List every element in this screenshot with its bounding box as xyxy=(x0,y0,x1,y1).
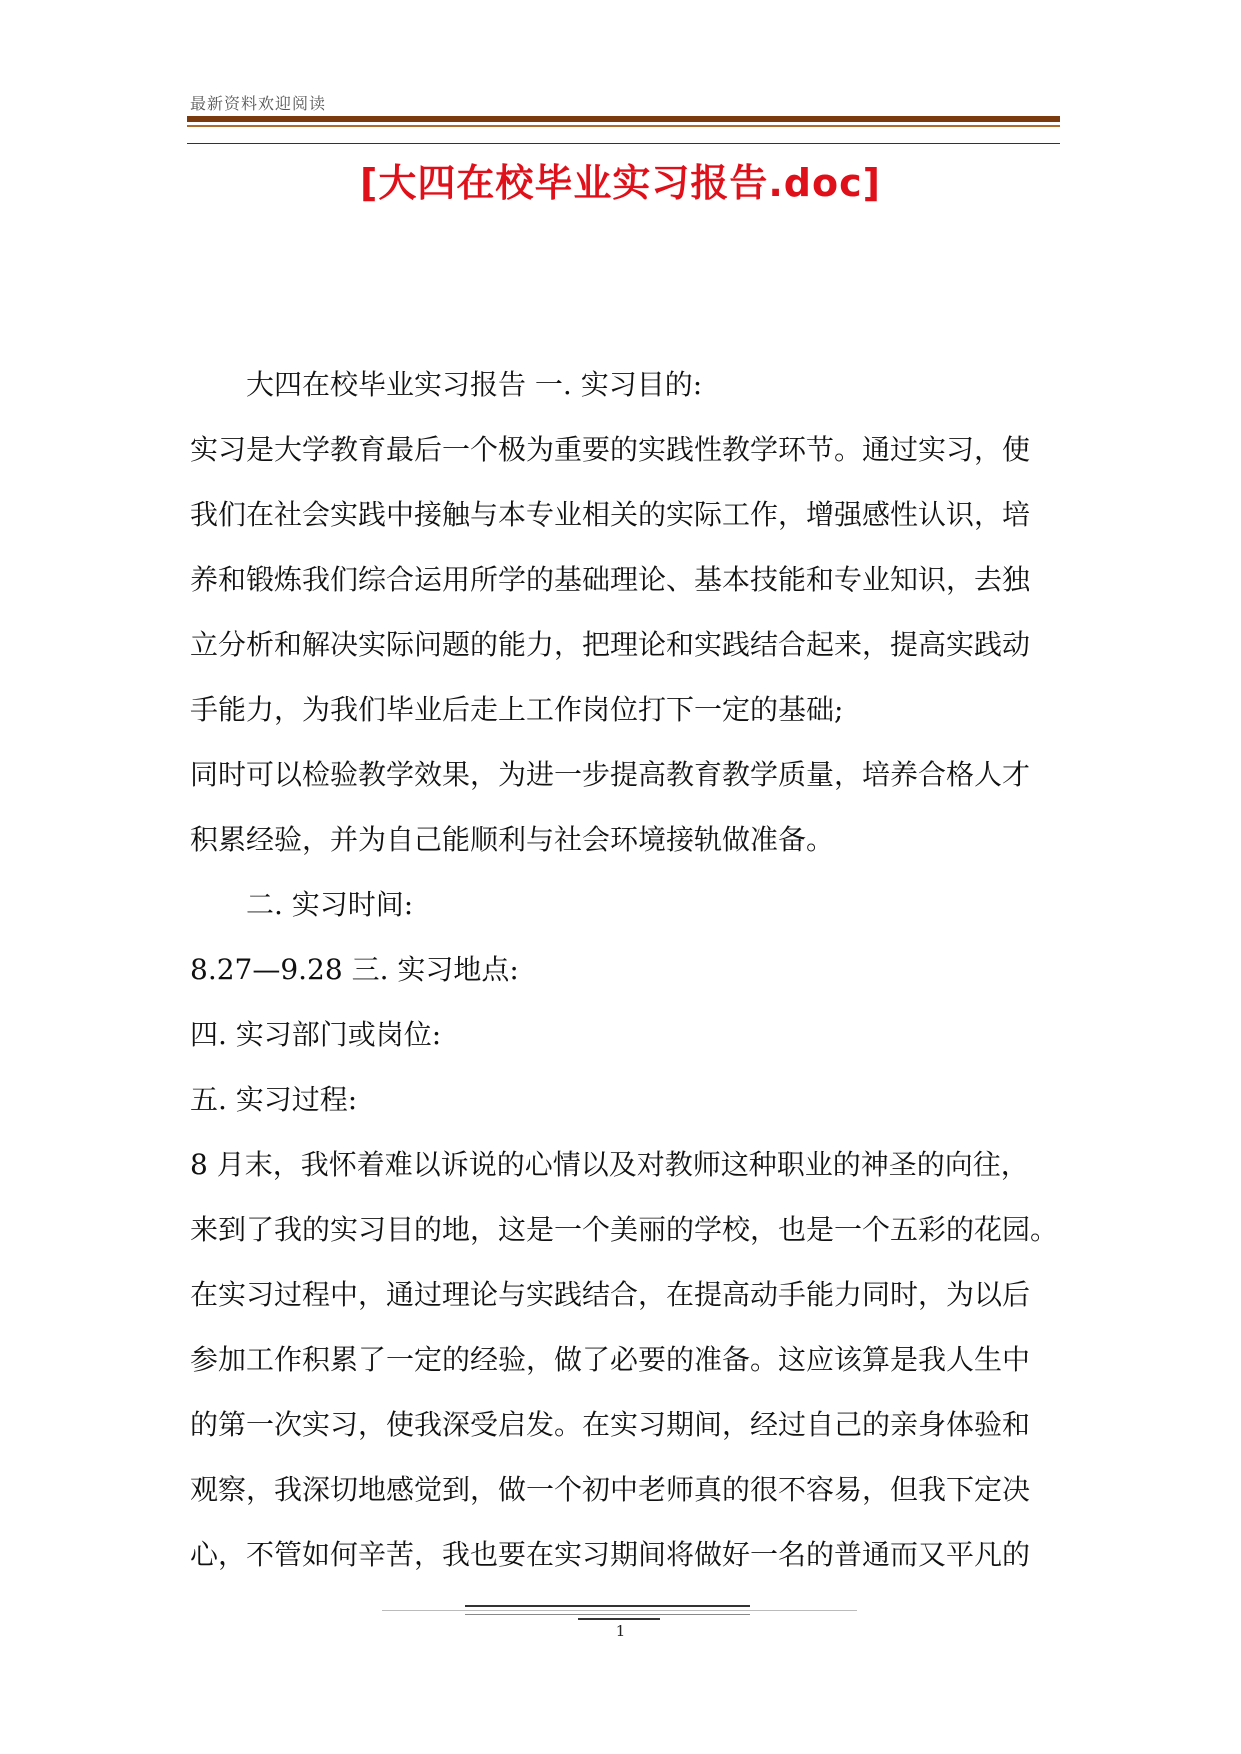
paragraph-line: 四. 实习部门或岗位: xyxy=(190,1018,442,1051)
header-rule-under xyxy=(187,143,1060,144)
document-title: [大四在校毕业实习报告.doc] xyxy=(359,161,881,205)
paragraph-line: 五. 实习过程: xyxy=(190,1083,358,1116)
paragraph-line: 手能力，为我们毕业后走上工作岗位打下一定的基础; xyxy=(190,693,844,726)
paragraph-line: 立分析和解决实际问题的能力，把理论和实践结合起来，提高实践动 xyxy=(190,628,1031,661)
document-body xyxy=(190,352,1060,1587)
footer-rule xyxy=(465,1614,750,1615)
header-rule-thin xyxy=(187,125,1060,127)
footer-rule xyxy=(465,1605,750,1607)
paragraph-line: 同时可以检验教学效果，为进一步提高教育教学质量，培养合格人才 xyxy=(190,758,1031,791)
paragraph-line: 大四在校毕业实习报告 一. 实习目的: xyxy=(246,368,703,401)
paragraph-line: 在实习过程中，通过理论与实践结合，在提高动手能力同时，为以后 xyxy=(190,1278,1031,1311)
page-number: 1 xyxy=(615,1622,626,1640)
paragraph-line: 实习是大学教育最后一个极为重要的实践性教学环节。通过实习，使 xyxy=(190,433,1031,466)
paragraph-line: 养和锻炼我们综合运用所学的基础理论、基本技能和专业知识，去独 xyxy=(190,563,1031,596)
paragraph-line: 参加工作积累了一定的经验，做了必要的准备。这应该算是我人生中 xyxy=(190,1343,1031,1376)
paragraph-line: 的第一次实习，使我深受启发。在实习期间，经过自己的亲身体验和 xyxy=(190,1408,1031,1441)
paragraph-line: 心，不管如何辛苦，我也要在实习期间将做好一名的普通而又平凡的 xyxy=(190,1538,1031,1571)
footer-rule xyxy=(382,1610,857,1611)
paragraph-line: 积累经验，并为自己能顺利与社会环境接轨做准备。 xyxy=(190,823,835,856)
footer-rule xyxy=(578,1618,660,1620)
page-header-text: 最新资料欢迎阅读 xyxy=(190,94,327,113)
paragraph-line: 二. 实习时间: xyxy=(246,888,414,921)
paragraph-line: 8.27—9.28 三. 实习地点: xyxy=(190,953,519,986)
paragraph-line: 来到了我的实习目的地，这是一个美丽的学校，也是一个五彩的花园。 xyxy=(190,1213,1059,1246)
header-rule-thick xyxy=(187,116,1060,122)
paragraph-line: 8 月末，我怀着难以诉说的心情以及对教师这种职业的神圣的向往， xyxy=(190,1148,1029,1181)
paragraph-line: 我们在社会实践中接触与本专业相关的实际工作，增强感性认识，培 xyxy=(190,498,1031,531)
paragraph-line: 观察，我深切地感觉到，做一个初中老师真的很不容易，但我下定决 xyxy=(190,1473,1031,1506)
